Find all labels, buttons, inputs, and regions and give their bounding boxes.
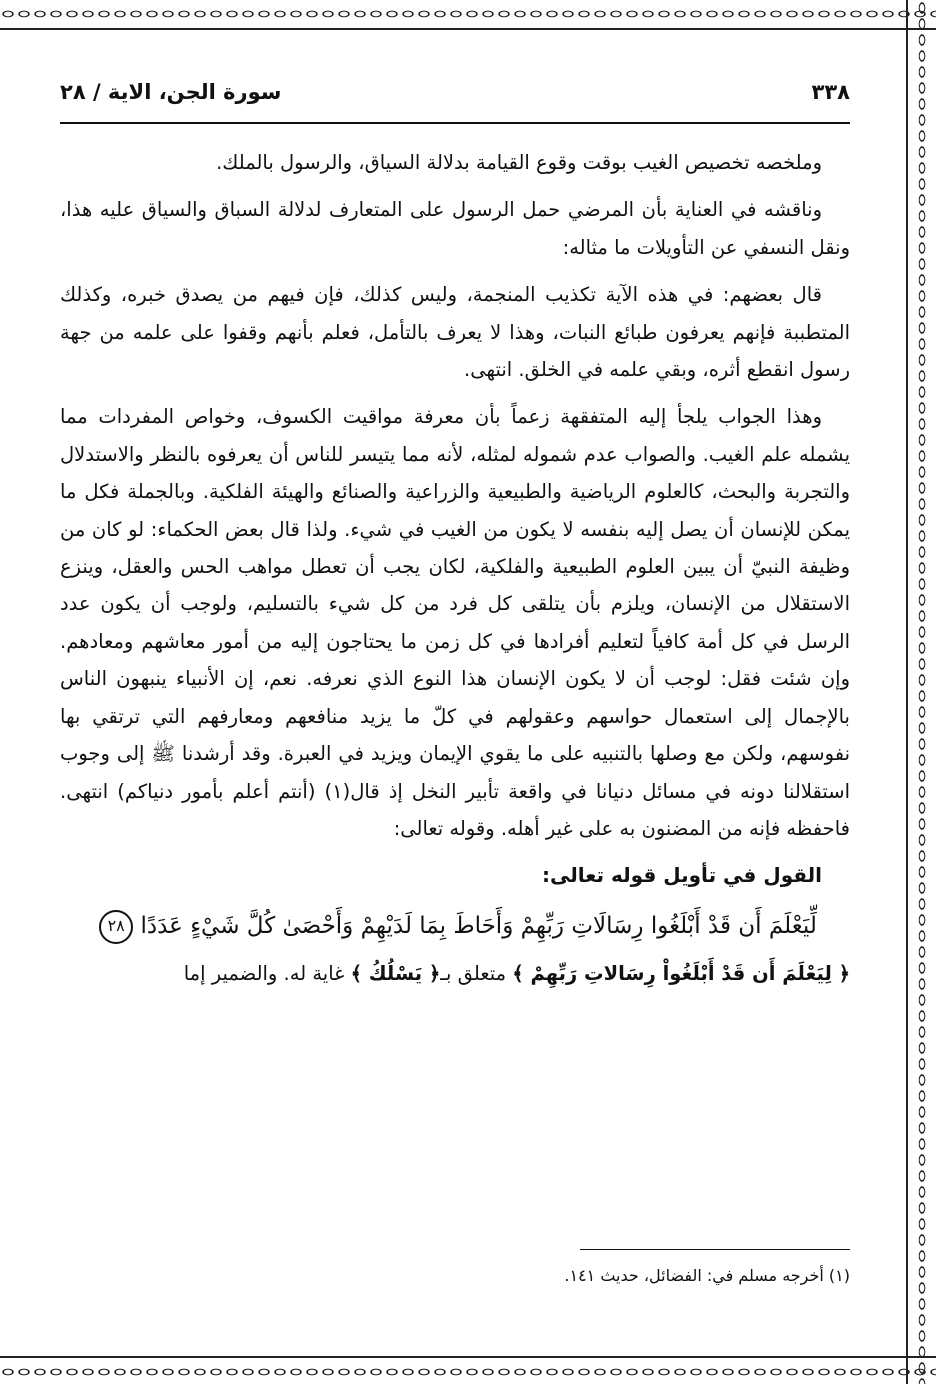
body-text [60,144,850,992]
footnote-rule [580,1249,850,1250]
verse-number: ٢٨ [99,910,133,944]
page-number: ٣٣٨ [811,80,850,104]
running-header [60,72,850,112]
paragraph-2: وناقشه في العناية بأن المرضي حمل الرسول على المتعارف لدلالة السباق والسياق عليه هذا، ونقل النسفي عن التأويلات ما مثاله: [60,198,850,259]
section-heading: القول في تأويل قوله تعالى: [542,863,822,888]
header-rule [60,122,850,124]
book-page [60,60,850,1350]
verse-text: لِّيَعْلَمَ أَن قَدْ أَبْلَغُوا رِسَالَاتِ رَبِّهِمْ وَأَحَاطَ بِمَا لَدَيْهِمْ وَأَحْصَىٰ كُلَّ شَيْءٍ عَدَدًا [140,912,817,939]
commentary-quote-1: ﴿ لِيَعْلَمَ أَن قَدْ أَبْلَغُواْ رِسَالاتِ رَبِّهِمْ ﴾ [512,961,850,985]
commentary-text-2: غاية له. والضمير إما [183,961,351,985]
paragraph-4: وهذا الجواب يلجأ إليه المتفقهة زعماً بأن معرفة مواقيت الكسوف، وخواص المفردات مما يشمله علم الغيب. والصواب عدم شموله لمثله، لأنه مما يتيسر للناس أن يعرفوه بالنظر والاستدلال والتجربة والبحث، كالعلوم الرياضية والطبيعية والزراعية والصنائع والهيئة الفلكية. وبالجملة فكل ما يمكن للإنسان أن يصل إليه بنفسه لا يكون من الغيب في شيء. ولذا قال بعض الحكماء: لو كان من وظيفة النبيّ أن يبين العلوم الطبيعية والفلكية، لكان يجب أن تعطل مواهب الحس والعقل، وينزع الاستقلال من الإنسان، ويلزم بأن يتلقى كل فرد من كل شيء بالتسليم، ولوجب أن يكون عدد الرسل في كل أمة كافياً لتعليم أفرادها في كل زمن ما يحتاجون إليه من أمور معاشهم ومعادهم. وإن شئت فقل: لوجب أن لا يكون الإنسان هذا النوع الذي نعرفه. نعم، إن الأنبياء ينبهون الناس بالإجمال إلى استعمال حواسهم وعقولهم في كلّ ما يزيد منافعهم ومعارفهم التي ترتقي بها نفوسهم، ولكن مع وصلها بالتنبيه على ما يقوي الإيمان ويزيد في العبرة. وقد أرشدنا ﷺ إلى وجوب استقلالنا دونه في مسائل دنيانا في واقعة تأبير النخل إذ قال(١) (أنتم أعلم بأمور دنياكم) انتهى. فاحفظه فإنه من المضنون به على غير أهله. وقوله تعالى: [60,405,850,840]
running-title: سورة الجن، الاية / ٢٨ [60,80,282,104]
commentary-quote-2: ﴿ يَسْلُكُ ﴾ [350,961,441,985]
paragraph-1: وملخصه تخصيص الغيب بوقت وقوع القيامة بدلالة السياق، والرسول بالملك. [216,151,822,174]
decorative-border-right [906,0,936,1384]
quran-verse [60,903,850,949]
footnote: (١) أخرجه مسلم في: الفضائل، حديث ١٤١. [564,1266,850,1285]
paragraph-3: قال بعضهم: في هذه الآية تكذيب المنجمة، وليس كذلك، فإن فيهم من يصدق خبره، وكذلك المتطببة فإنهم يعرفون طبائع النبات، وهذا لا يعرف بالتأمل، فعلم بأنهم وقفوا على علمه من جهة رسول انقطع أثره، وبقي علمه في الخلق. انتهى. [60,283,850,382]
decorative-border-bottom [0,1356,936,1384]
commentary-line [60,955,850,992]
commentary-text-1: متعلق بـ [440,961,513,985]
decorative-border-top [0,0,936,30]
